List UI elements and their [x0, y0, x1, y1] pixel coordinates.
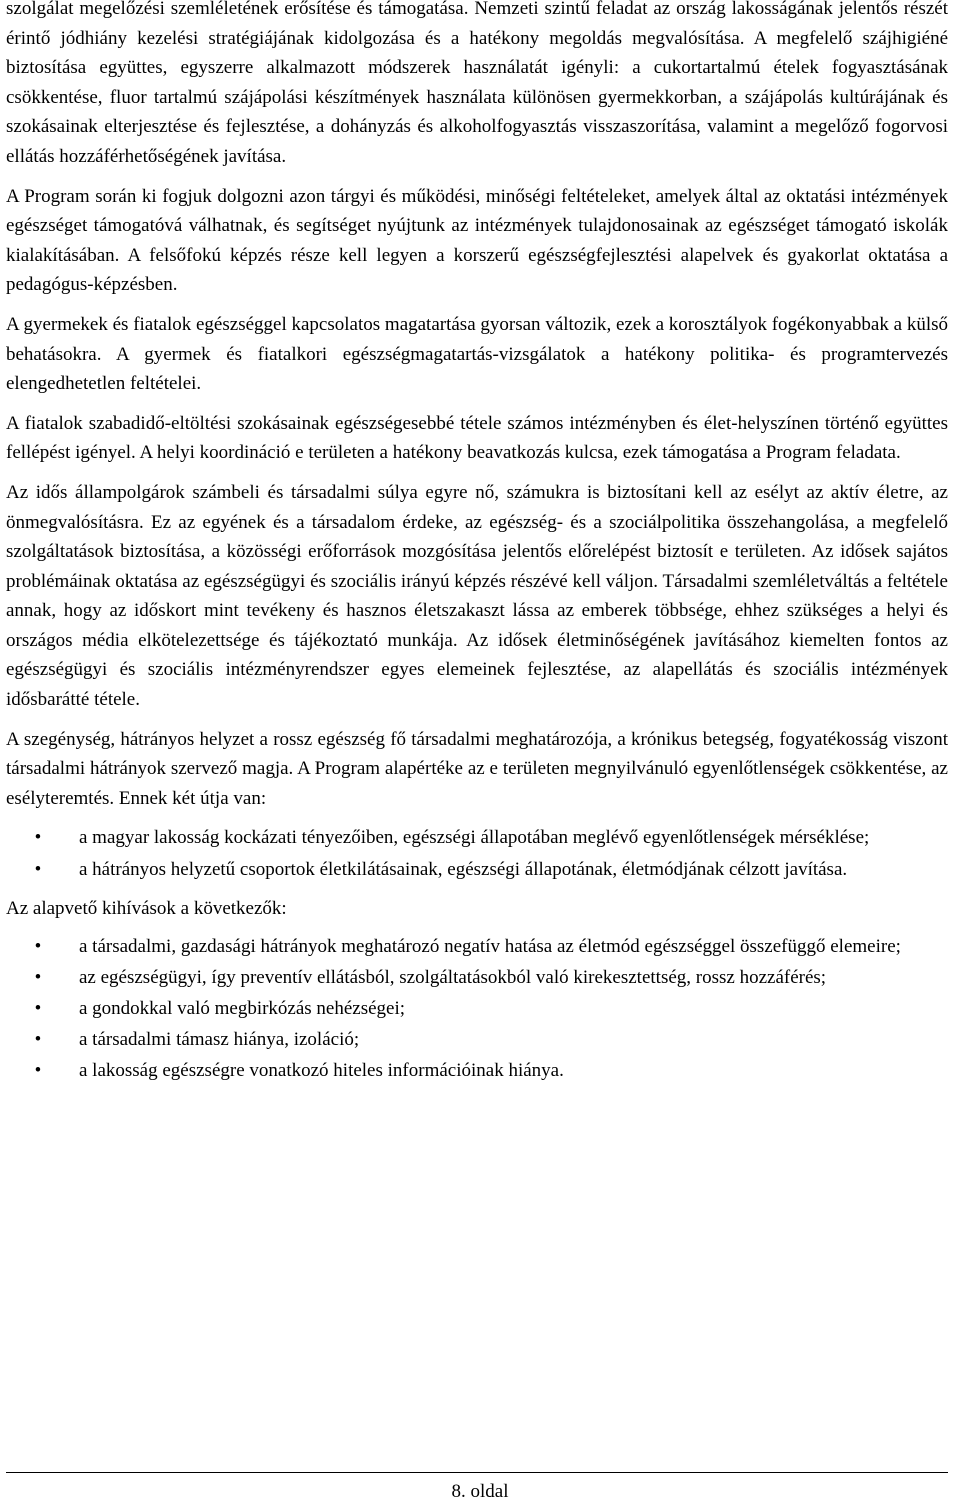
bullet-icon: •	[34, 858, 42, 880]
list-item-text: a társadalmi támasz hiánya, izoláció;	[79, 1029, 360, 1050]
footer-divider	[6, 1472, 948, 1473]
bullet-icon: •	[34, 997, 42, 1019]
paragraph-challenges-intro: Az alapvető kihívások a következők:	[6, 898, 287, 920]
list-item	[6, 823, 948, 853]
list-item	[6, 932, 948, 962]
list-item-text: a lakosság egészségre vonatkozó hiteles információinak hiánya.	[79, 1060, 564, 1082]
list-item-text: a gondokkal való megbirkózás nehézségei;	[79, 997, 406, 1019]
bullet-icon: •	[34, 827, 42, 849]
bullet-list-inequality	[6, 823, 948, 884]
list-item	[6, 994, 948, 1024]
paragraph-oral-hygiene: szolgálat megelőzési szemléletének erősítése és támogatása. Nemzeti szintű feladat az ország lakosságának jelentős részét érintő jódhiány kezelési stratégiájának kidolgozása és a hatékony megoldás megvalósítása. A megfelelő szájhigiéné biztosítása együttes, egyszerre alkalmazott módszerek használatát igényli: a cukortartalmú ételek fogyasztásának csökkentése, fluor tartalmú szájápolási készítmények használata különösen gyermekkorban, a szájápolás kultúrájának és szokásainak elterjesztése és fejlesztése, a dohányzás és alkoholfogyasztás visszaszorítása, valamint a megelőző fogorvosi ellátás hozzáférhetőségének javítása.	[6, 0, 948, 167]
bullet-icon: •	[34, 966, 42, 988]
bullet-icon: •	[34, 1029, 42, 1050]
list-item-text: az egészségügyi, így preventív ellátásból, szolgáltatásokból való kirekesztettség, rossz hozzáférés;	[79, 966, 827, 988]
list-item	[6, 1056, 948, 1086]
bullet-list-challenges	[6, 932, 948, 1086]
list-item-text: a hátrányos helyzetű csoportok életkilátásainak, egészségi állapotának, életmódjának célzott javítása.	[79, 858, 848, 880]
list-item	[6, 855, 948, 885]
bullet-icon: •	[34, 1060, 42, 1082]
paragraph-school-program: A Program során ki fogjuk dolgozni azon tárgyi és működési, minőségi feltételeket, amelyek által az oktatási intézmények egészséget támogatóvá válhatnak, és segítséget nyújtunk az intézmények tulajdonosainak az egészséget támogató iskolák kialakításában. A felsőfokú képzés része kell legyen a korszerű egészségfejlesztési alapelvek és gyakorlat oktatása a pedagógus-képzésben.	[6, 185, 948, 296]
bullet-icon: •	[34, 935, 42, 957]
paragraph-elderly: Az idős állampolgárok számbeli és társadalmi súlya egyre nő, számukra is biztosítani kell az esélyt az aktív életre, az önmegvalósításra. Ez az egyének és a társadalom érdeke, az egészség- és a szociálpolitika összehangolása, a megfelelő szolgáltatások biztosítása, a közösségi erőforrások mozgósítása jelentős előrelépést biztosít e területen. Az idősek sajátos problémáinak oktatása az egészségügyi és szociális irányú képzés részévé kell váljon. Társadalmi szemléletváltás a feltétele annak, hogy az időskort mint tevékeny és hasznos életszakaszt lássa az emberek többsége, ehhez szükséges a helyi és országos média elkötelezettsége és tájékoztató munkája. Az idősek életminőségének javításához kiemelten fontos az egészségügyi és szociális intézményrendszer egyes elemeinek fejlesztése, az alapellátás és szociális intézmények idősbarátté tétele.	[6, 481, 948, 711]
document-page	[6, 0, 948, 1087]
list-item-text: a társadalmi, gazdasági hátrányok meghatározó negatív hatása az életmód egészséggel összefüggő elemeire;	[79, 935, 901, 957]
paragraph-youth-leisure: A fiatalok szabadidő-eltöltési szokásainak egészségesebbé tétele számos intézményben és élet-helyszínen történő együttes fellépést igényel. A helyi koordináció e területen a hatékony beavatkozás kulcsa, ezek támogatása a Program feladata.	[6, 412, 948, 464]
paragraph-poverty: A szegénység, hátrányos helyzet a rossz egészség fő társadalmi meghatározója, a krónikus betegség, fogyatékosság viszont társadalmi hátrányok szervező magja. A Program alapértéke az e területen megnyilvánuló egyenlőtlenségek csökkentése, az esélyteremtés. Ennek két útja van:	[6, 728, 948, 809]
page-number: 8. oldal	[451, 1481, 509, 1502]
list-item	[6, 963, 948, 993]
list-item-text: a magyar lakosság kockázati tényezőiben, egészségi állapotában meglévő egyenlőtlenségek mérséklése;	[79, 827, 870, 849]
paragraph-youth-behavior: A gyermekek és fiatalok egészséggel kapcsolatos magatartása gyorsan változik, ezek a korosztályok fogékonyabbak a külső behatásokra. A gyermek és fiatalkori egészségmagatartás-vizsgálatok a hatékony politika- és programtervezés elengedhetetlen feltételei.	[6, 313, 948, 395]
list-item	[6, 1025, 948, 1055]
